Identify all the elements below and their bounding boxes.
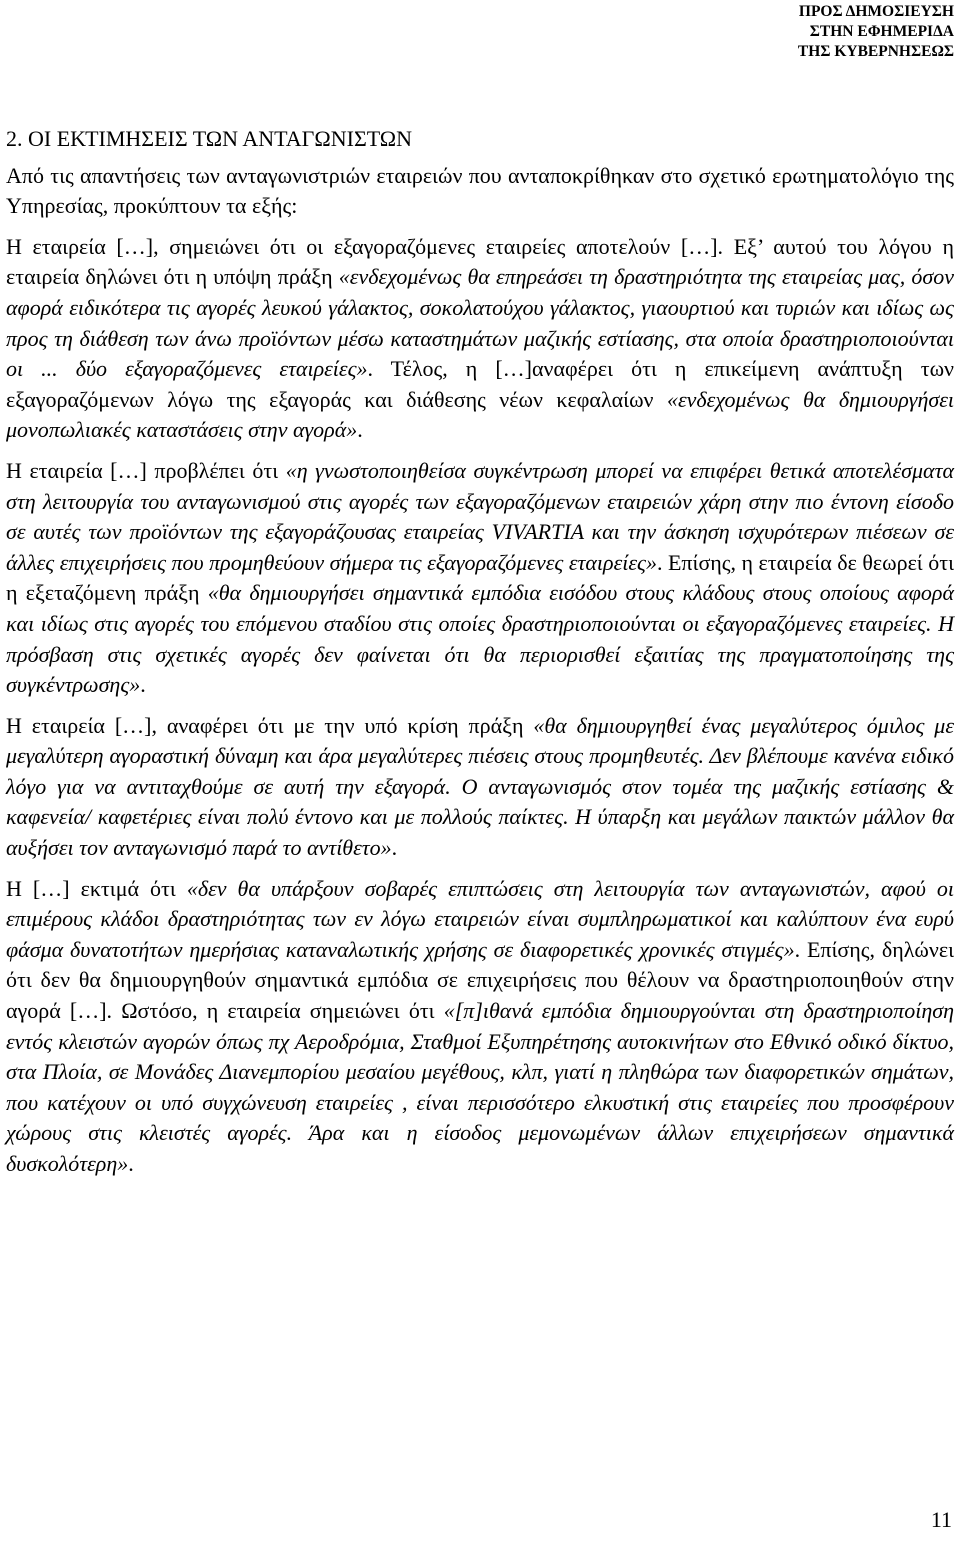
paragraph-text: . — [391, 835, 398, 861]
document-body — [6, 124, 954, 1190]
paragraph-text: . Τέλος, η […]αναφέρει ότι η επικείμενη ανάπτυξη των εξαγοραζόμενων λόγω της εξαγοράς και διάθεσης νέων κεφαλαίων — [6, 356, 954, 412]
paragraph-text: . Επίσης, η εταιρεία δε θεωρεί ότι η εξεταζόμενη πράξη — [6, 549, 954, 606]
page-number: 11 — [930, 1507, 952, 1532]
section-title: 2. ΟΙ ΕΚΤΙΜΗΣΕΙΣ ΤΩΝ ΑΝΤΑΓΩΝΙΣΤΩΝ — [6, 126, 413, 151]
quotation: «ενδεχομένως θα επηρεάσει τη δραστηριότητα της εταιρείας μας, όσον αφορά ειδικότερα τις αγορές λευκού γάλακτος, σοκολατούχου γάλακτος, γιαουρτιού και τυριών και ιδίως ως προς τη διάθεση των άνω προϊόντων μέσω καταστημάτων μαζικής εστίασης, στα οποία δραστηριοποιούνται οι ... δύο εξαγοραζόμενες εταιρείες» — [6, 264, 955, 382]
quotation: «ενδεχομένως θα δημιουργήσει μονοπωλιακές καταστάσεις στην αγορά» — [6, 386, 954, 443]
paragraph-company-2 — [6, 456, 954, 701]
paragraph-text: Η εταιρεία […], αναφέρει ότι με την υπό κρίση πράξη — [6, 712, 534, 738]
quotation: «δεν θα υπάρξουν σοβαρές επιπτώσεις στη λειτουργία των ανταγωνιστών, αφού οι επιμέρους κλάδοι δραστηριότητας των εν λόγω εταιρειών είναι συμπληρωματικοί και καλύπτουν ένα ευρύ φάσμα δυνατοτήτων ημερήσιας καταναλωτικής χρήσης σε διαφορετικές χρονικές στιγμές» — [6, 875, 954, 962]
paragraph-text: Η εταιρεία […] προβλέπει ότι — [6, 457, 286, 483]
paragraph-company-4 — [6, 874, 954, 1180]
header-line: ΣΤΗΝ ΕΦΗΜΕΡΙΔΑ — [809, 23, 954, 40]
header-line: ΠΡΟΣ ΔΗΜΟΣΙΕΥΣΗ — [798, 3, 954, 20]
quotation: «η γνωστοποιηθείσα συγκέντρωση μπορεί να επιφέρει θετικά αποτελέσματα στη λειτουργία του ανταγωνισμού στις αγορές των εξαγοραζόμενων εταιρειών χάρη στην πιο έντονη είσοδο σε αυτές των προϊόντων της εξαγοράζουσας εταιρείας VIVARTIA και την άσκηση ισχυρότερων πιέσεων σε άλλες επιχειρήσεις που προμηθεύουν σήμερα τις εξαγοραζόμενες εταιρείες» — [6, 457, 954, 575]
paragraph-text: . — [357, 417, 363, 443]
paragraph-text: . — [128, 1151, 134, 1176]
publication-header — [734, 2, 954, 62]
paragraph-text: Από τις απαντήσεις των ανταγωνιστριών εταιρειών που ανταποκρίθηκαν στο σχετικό ερωτηματολόγιο της Υπηρεσίας, προκύπτουν τα εξής: — [6, 162, 954, 219]
header-line: ΤΗΣ ΚΥΒΕΡΝΗΣΕΩΣ — [797, 43, 954, 60]
paragraph-text: . Επίσης, δηλώνει ότι δεν θα δημιουργηθούν σημαντικά εμπόδια σε επιχειρήσεις που θέλουν να δραστηριοποιηθούν στην αγορά […]. Ωστόσο, η εταιρεία σημειώνει ότι — [6, 936, 954, 1024]
quotation: «θα δημιουργηθεί ένας μεγαλύτερος όμιλος με μεγαλύτερη αγοραστική δύναμη και άρα μεγαλύτερες πιέσεις στους προμηθευτές. Δεν βλέπουμε κανένα ειδικό λόγο για να αντιταχθούμε σε αυτή την εξαγορά. Ο ανταγωνισμός στον τομέα της μαζικής εστίασης & καφενεία/ καφετέριες είναι πολύ έντονο και με πολλούς παίκτες. Η ύπαρξη και μεγάλων παικτών μάλλον θα αυξήσει τον ανταγωνισμό παρά το αντίθετο» — [6, 712, 955, 861]
paragraph-company-3 — [6, 711, 954, 864]
paragraph-text: Η […] εκτιμά ότι — [6, 875, 187, 901]
paragraph-company-1 — [6, 232, 954, 446]
paragraph-intro — [6, 161, 954, 222]
paragraph-text: Η εταιρεία […], σημειώνει ότι οι εξαγοραζόμενες εταιρείες αποτελούν […]. Εξ’ αυτού του λόγου η εταιρεία δηλώνει ότι η υπόψη πράξη — [6, 233, 954, 290]
paragraph-text: . — [140, 672, 146, 698]
quotation: «[π]ιθανά εμπόδια δημιουργούνται στη δραστηριοποίηση εντός κλειστών αγορών όπως πχ Αεροδρόμια, Σταθμοί Εξυπηρέτησης αυτοκινήτων στο Εθνικό οδικό δίκτυο, στα Πλοία, σε Μονάδες Διανεμπορίου μεσαίου μεγέθους, κλπ, γιατί η πληθώρα των διαφορετικών σημάτων, που κατέχουν οι υπό συγχώνευση εταιρείες , είναι περισσότερο ελκυστική στις εταιρείες που προσφέρουν χώρους στις κλειστές αγορές. Άρα και η είσοδος μεμονωμένων άλλων επιχειρήσεων σημαντικά δυσκολότερη» — [6, 998, 954, 1176]
quotation: «θα δημιουργήσει σημαντικά εμπόδια εισόδου στους κλάδους στους οποίους αφορά και ιδίως στις αγορές του επόμενου σταδίου στις οποίες δραστηριοποιούνται οι εξαγοραζόμενες εταιρείες. Η πρόσβαση στις σχετικές αγορές δεν φαίνεται ότι θα περιορισθεί εξαιτίας της πραγματοποίησης της συγκέντρωσης» — [6, 580, 954, 698]
